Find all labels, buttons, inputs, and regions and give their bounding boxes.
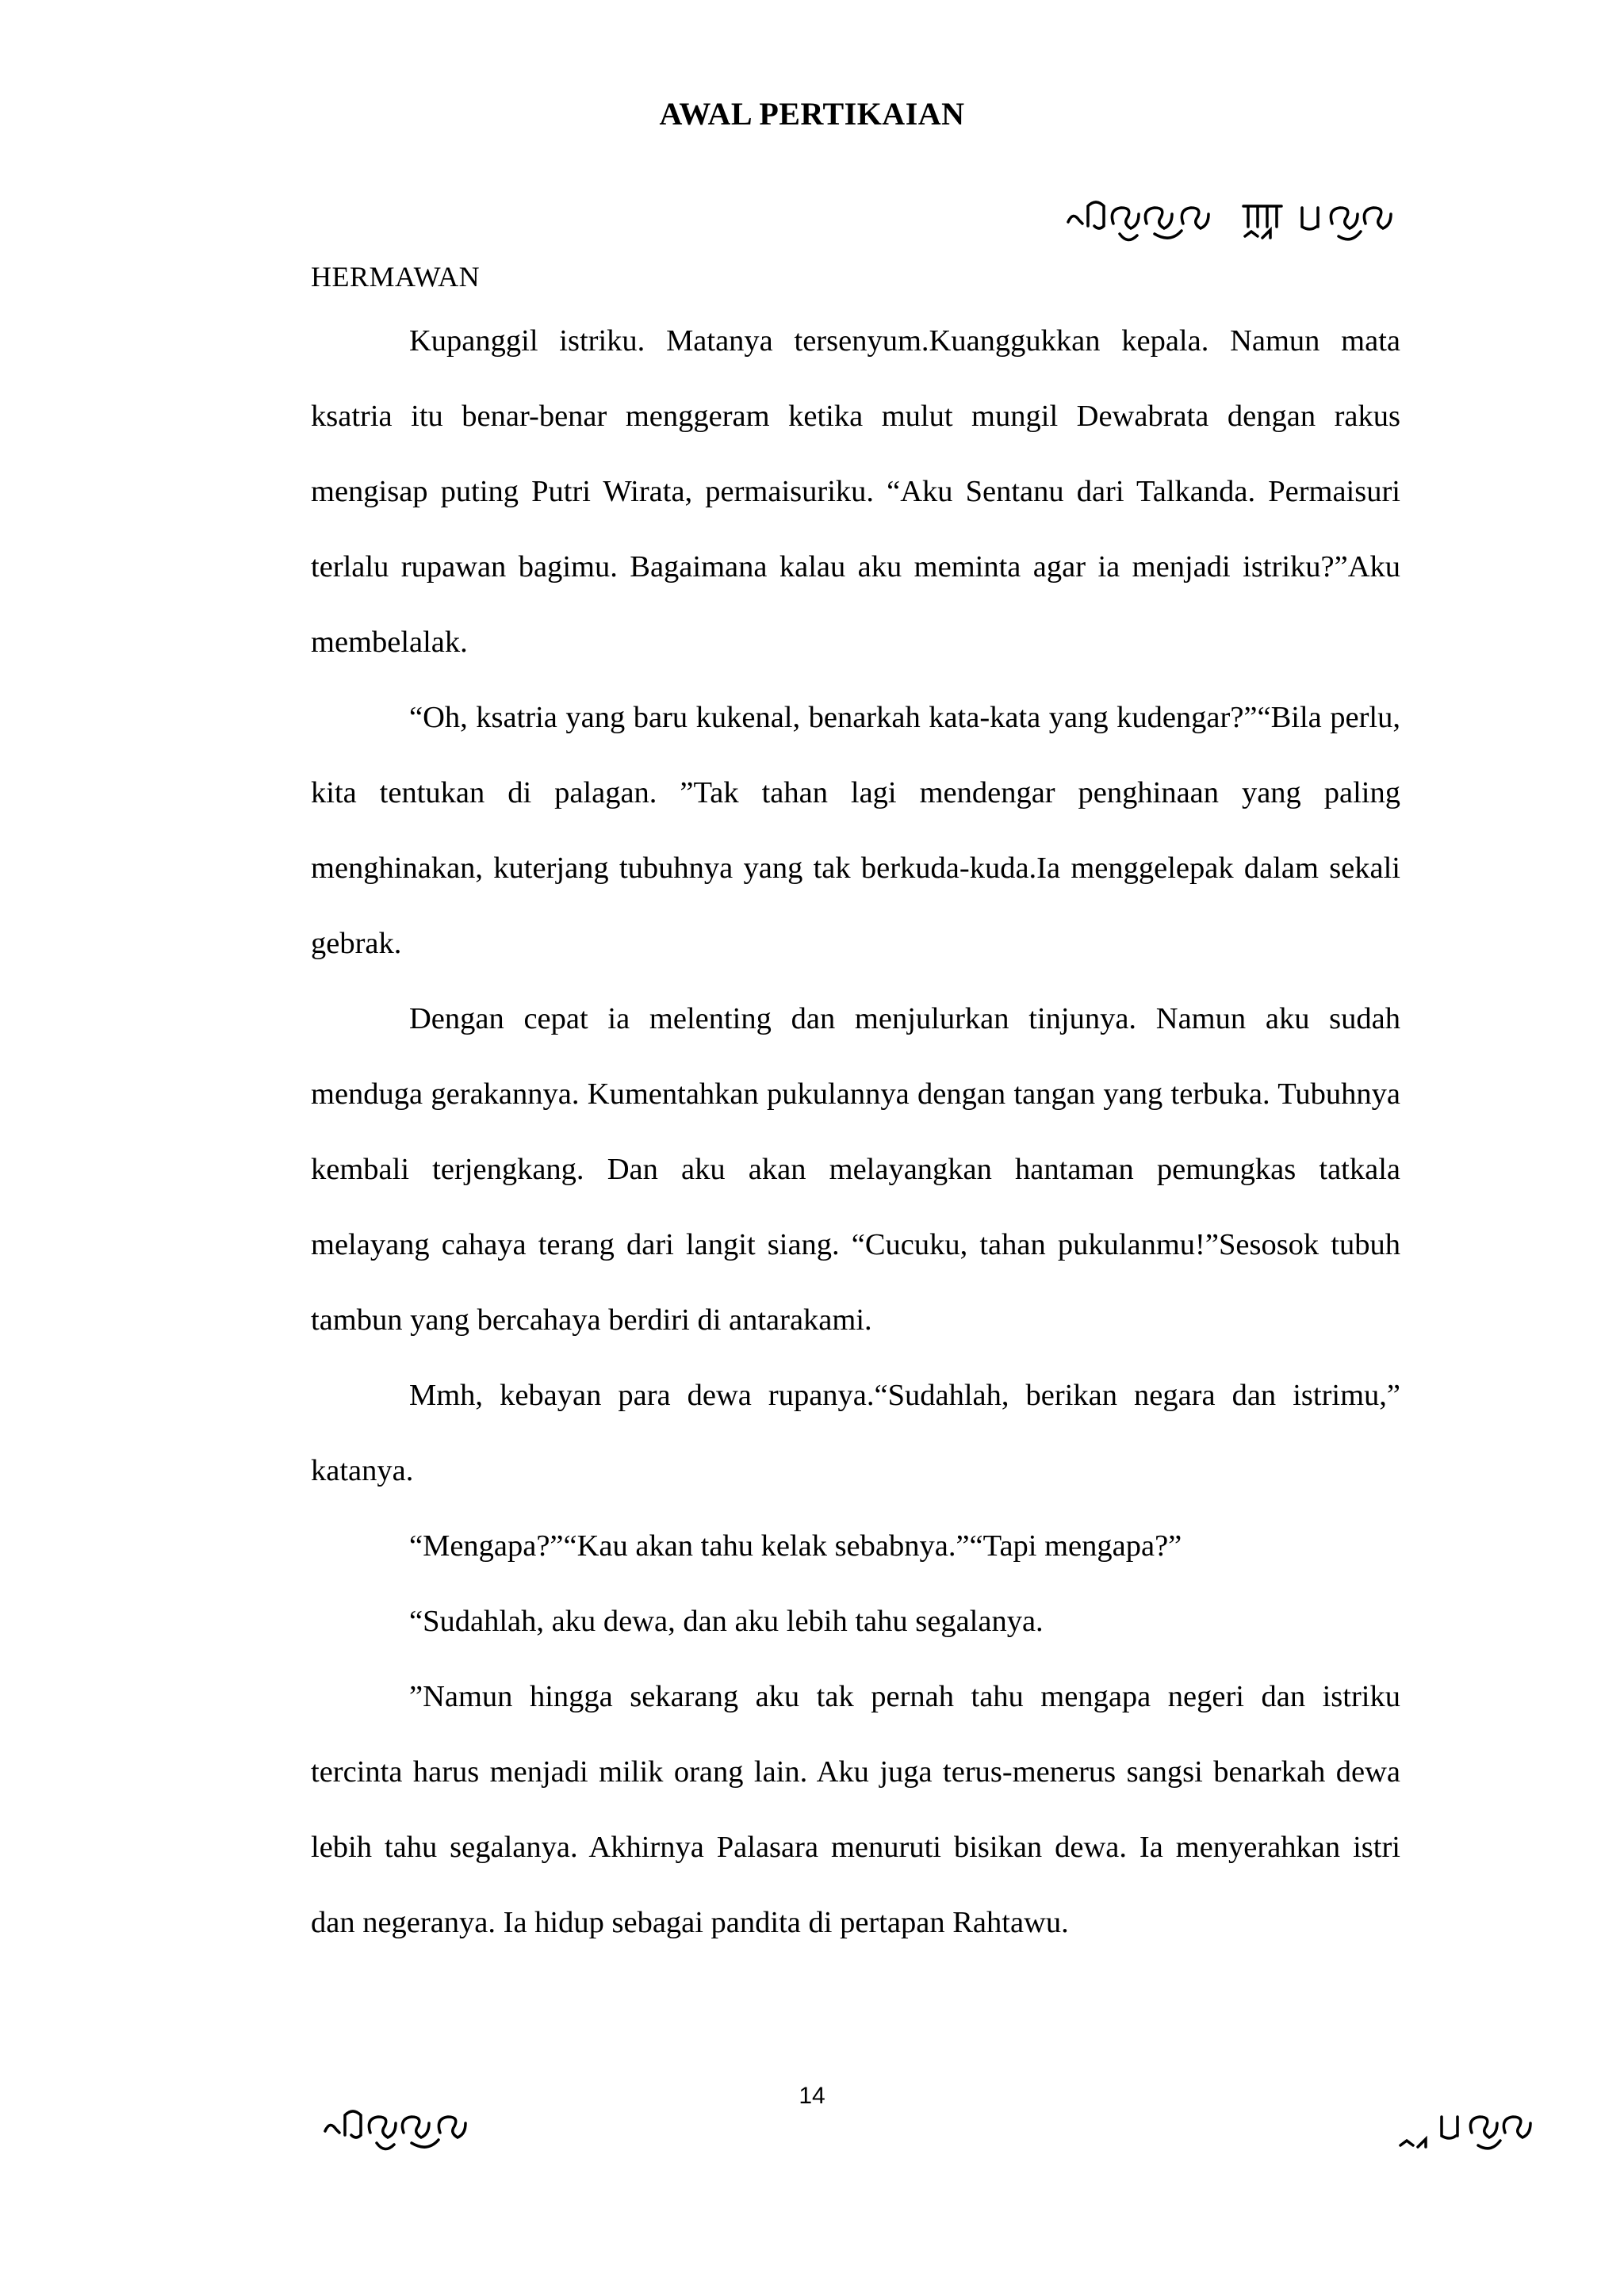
paragraph-6: “Sudahlah, aku dewa, dan aku lebih tahu segalanya. bbox=[409, 1605, 1044, 1638]
footer-right-script-ornament-icon bbox=[1394, 2099, 1553, 2155]
author-name: HERMAWAN bbox=[311, 261, 481, 293]
page-number: 14 bbox=[799, 2083, 825, 2109]
paragraph-4: Mmh, kebayan para dewa rupanya.“Sudahlah, berikan negara dan istrimu,” katanya. bbox=[311, 1379, 1400, 1487]
paragraph-3: Dengan cepat ia melenting dan menjulurkan tinjunya. Namun aku sudah menduga gerakannya. Kumentahkan pukulannya dengan tangan yang terbuka. Tubuhnya kembali terjengkang. Dan aku akan melayangkan hantaman pemungkas tatkala melayang cahaya terang dari langit siang. “Cucuku, tahan pukulanmu!”Sesosok tubuh tambun yang bercahaya berdiri di antarakami. bbox=[311, 1002, 1400, 1337]
header-script-ornament-icon bbox=[1064, 190, 1397, 246]
paragraph-2: “Oh, ksatria yang baru kukenal, benarkah kata-kata yang kudengar?”“Bila perlu, kita tentukan di palagan. ”Tak tahan lagi mendengar penghinaan yang paling menghinakan, kuterjang tubuhnya yang tak berkuda-kuda.Ia menggelepak dalam sekali gebrak. bbox=[311, 701, 1400, 960]
paragraph-1: Kupanggil istriku. Matanya tersenyum.Kuanggukkan kepala. Namun mata ksatria itu benar-benar menggeram ketika mulut mungil Dewabrata dengan rakus mengisap puting Putri Wirata, permaisuriku. “Aku Sentanu dari Talkanda. Permaisuri terlalu rupawan bagimu. Bagaimana kalau aku meminta agar ia menjadi istriku?”Aku membelalak. bbox=[311, 324, 1400, 659]
footer-left-script-ornament-icon bbox=[321, 2099, 496, 2155]
paragraph-5: “Mengapa?”“Kau akan tahu kelak sebabnya.”“Tapi mengapa?” bbox=[409, 1529, 1182, 1563]
paragraph-7: ”Namun hingga sekarang aku tak pernah tahu mengapa negeri dan istriku tercinta harus menjadi milik orang lain. Aku juga terus-menerus sangsi benarkah dewa lebih tahu segalanya. Akhirnya Palasara menuruti bisikan dewa. Ia menyerahkan istri dan negeranya. Ia hidup sebagai pandita di pertapan Rahtawu. bbox=[311, 1680, 1400, 1939]
story-body bbox=[311, 304, 1400, 1961]
chapter-title: AWAL PERTIKAIAN bbox=[659, 96, 965, 132]
